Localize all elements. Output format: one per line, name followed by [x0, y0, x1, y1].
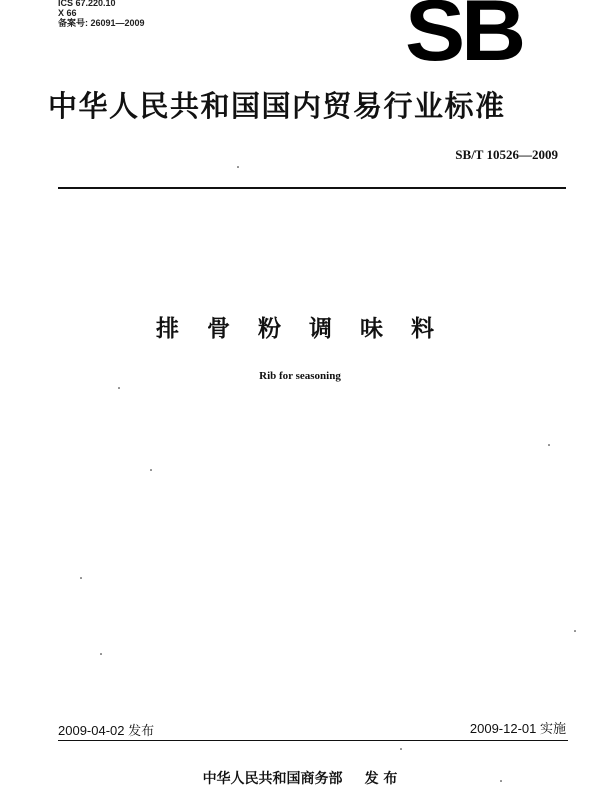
implementation-date: 2009-12-01 实施: [469, 721, 566, 736]
scan-speck: [500, 780, 502, 782]
scan-speck: [150, 469, 152, 471]
sb-logo: SB: [405, 0, 523, 62]
scan-speck: [548, 444, 550, 446]
publisher-line: [0, 768, 600, 788]
ics-code: ICS 67.220.10: [58, 0, 116, 8]
ccs-code: X 66: [58, 8, 77, 18]
header-divider: [58, 187, 566, 189]
document-title-chinese: 排 骨 粉 调 味 料: [155, 316, 445, 342]
document-title-english: Rib for seasoning: [259, 370, 341, 382]
classification-block: [58, 0, 145, 28]
standard-issuer-heading: 中华人民共和国国内贸易行业标准: [48, 89, 506, 123]
release-date: 2009-04-02 发布: [58, 723, 155, 738]
scan-speck: [237, 166, 239, 168]
standard-number: SB/T 10526—2009: [455, 147, 558, 162]
scan-speck: [400, 748, 402, 750]
scan-speck: [118, 387, 120, 389]
publisher-name: 中华人民共和国商务部: [202, 771, 343, 787]
scan-speck: [100, 653, 102, 655]
publish-action: 发 布: [364, 771, 398, 787]
scan-speck: [574, 630, 576, 632]
scan-speck: [80, 577, 82, 579]
footer-divider: [58, 740, 568, 741]
filing-number: 备案号: 26091—2009: [58, 18, 145, 28]
